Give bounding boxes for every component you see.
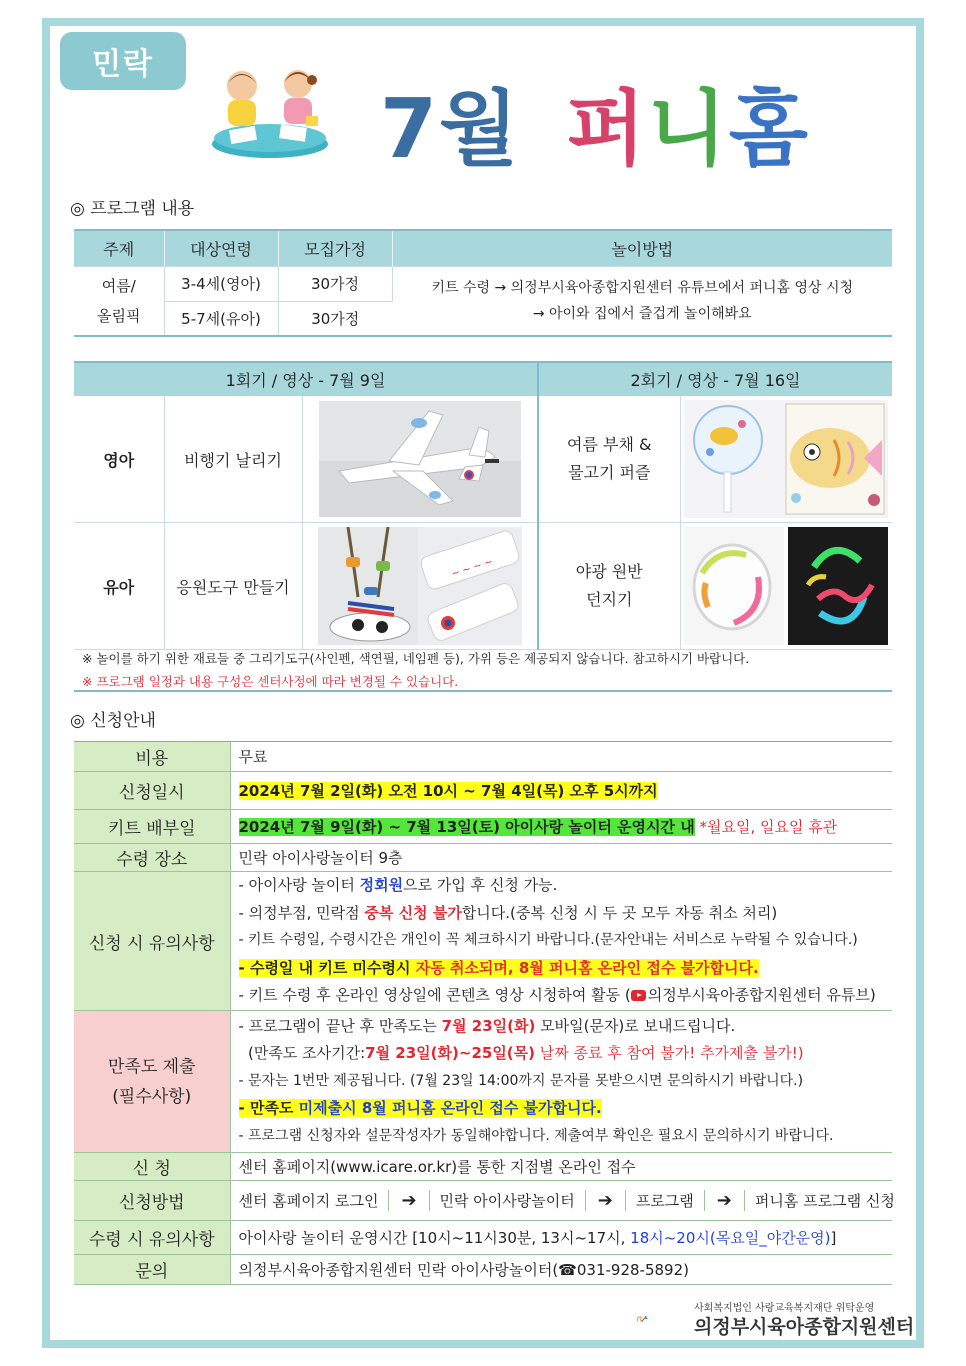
apply-section-title: ◎ 신청안내 bbox=[70, 711, 156, 731]
org-name-text: 의정부시육아종합지원센터 bbox=[694, 1316, 915, 1338]
survey-line-3: - 문자는 1번만 제공됩니다. (7월 23일 14:00까지 문자를 못받으시면 문의하시기 바랍니다.) bbox=[238, 1072, 804, 1089]
activity-fan-line-1: 여름 부채 & bbox=[567, 435, 652, 454]
cheer-photo-cell bbox=[302, 523, 538, 650]
method-flow-cell bbox=[230, 1181, 895, 1221]
pickup-cell: 아이사랑 놀이터 운영시간 [10시~11시30분, 13시~17시, 18시~20시(목요일_야간운영)] bbox=[230, 1221, 892, 1255]
center-logo bbox=[636, 1298, 692, 1340]
age-cell-infant: 3-4세(영아) bbox=[164, 266, 278, 301]
glow-disc-photo bbox=[684, 527, 888, 645]
period-value: 2024년 7월 2일(화) 오전 10시 ~ 7월 4일(목) 오후 5시까지 bbox=[238, 782, 658, 800]
cost-label: 비용 bbox=[74, 742, 230, 772]
survey-line-2: (만족도 조사기간:7월 23일(화)~25일(목) 날짜 종료 후 참여 불가! 추가제출 불가!) bbox=[238, 1044, 804, 1063]
method-flow bbox=[239, 1190, 893, 1211]
kit-value: 2024년 7월 9일(화) ~ 7월 13일(토) 아이사랑 놀이터 운영시간 내 bbox=[238, 818, 695, 836]
caution-line-2: - 의정부점, 민락점 중복 신청 불가합니다.(중복 신청 시 두 곳 모두 자동 취소 처리) bbox=[238, 903, 778, 922]
branch-badge: 민락 bbox=[60, 32, 186, 90]
survey-label: 만족도 제출 (필수사항) bbox=[74, 1011, 230, 1153]
activity-glow-line-1: 야광 원반 bbox=[575, 562, 643, 581]
title-char-3: 홈 bbox=[728, 82, 810, 177]
title-char-1: 퍼 bbox=[566, 82, 648, 177]
activity-glow-disc bbox=[538, 523, 680, 650]
program-section-title: ◎ 프로그램 내용 bbox=[70, 199, 195, 219]
period-cell bbox=[230, 772, 892, 810]
families-cell-toddler: 30가정 bbox=[278, 301, 392, 336]
notes-divider bbox=[74, 690, 892, 692]
kit-label: 키트 배부일 bbox=[74, 810, 230, 844]
session-1-header: 1회기 / 영상 - 7월 9일 bbox=[74, 362, 538, 396]
arrow-icon: ➔ bbox=[388, 1190, 429, 1211]
caution-line-5: - 키트 수령 후 온라인 영상일에 콘텐츠 영상 시청하여 활동 ( 의정부시육아종합지원센터 유튜브) bbox=[238, 986, 876, 1005]
kids-drawing-illustration bbox=[206, 64, 334, 162]
arrow-icon: ➔ bbox=[704, 1190, 745, 1211]
caution-line-3: - 키트 수령일, 수령시간은 개인이 꼭 체크하시기 바랍니다.(문자안내는 서비스로 누락될 수 있습니다.) bbox=[238, 932, 858, 949]
caution-cell bbox=[230, 872, 892, 1011]
fan-fish-photo bbox=[684, 400, 888, 518]
kit-closed-note: *월요일, 일요일 휴관 bbox=[699, 818, 838, 836]
topic-line-2: 올림픽 bbox=[97, 306, 141, 325]
age-cell-toddler: 5-7세(유아) bbox=[164, 301, 278, 336]
contact-label: 문의 bbox=[74, 1255, 230, 1285]
method-line-1: 키트 수령 → 의정부시육아종합지원센터 유튜브에서 퍼니홈 영상 시청 bbox=[431, 279, 854, 296]
contact-value: 의정부시육아종합지원센터 민락 아이사랑놀이터(☎031-928-5892) bbox=[230, 1255, 892, 1285]
method-label: 신청방법 bbox=[74, 1181, 230, 1221]
method-step-1: 센터 홈페이지 로그인 bbox=[238, 1192, 379, 1210]
topic-line-1: 여름/ bbox=[101, 276, 136, 295]
kit-cell bbox=[230, 810, 892, 844]
place-value: 민락 아이사랑놀이터 9층 bbox=[230, 844, 892, 872]
page-title bbox=[380, 64, 810, 177]
youtube-icon bbox=[631, 990, 646, 1001]
apply-table bbox=[74, 741, 895, 1285]
header-age: 대상연령 bbox=[164, 230, 278, 266]
schedule-change-note: ※ 프로그램 일정과 내용 구성은 센터사정에 따라 변경될 수 있습니다. bbox=[82, 674, 459, 689]
header-method: 놀이방법 bbox=[392, 230, 892, 266]
arrow-icon: ➔ bbox=[585, 1190, 626, 1211]
signup-value: 센터 홈페이지(www.icare.or.kr)를 통한 지점별 온라인 접수 bbox=[230, 1153, 892, 1181]
title-char-2: 니 bbox=[647, 82, 729, 177]
caution-label: 신청 시 유의사항 bbox=[74, 872, 230, 1011]
place-label: 수령 장소 bbox=[74, 844, 230, 872]
activity-airplane: 비행기 날리기 bbox=[164, 396, 302, 523]
airplane-photo bbox=[319, 401, 521, 517]
session-2-header: 2회기 / 영상 - 7월 16일 bbox=[538, 362, 892, 396]
survey-line-5: - 프로그램 신청자와 설문작성자가 동일해야합니다. 제출여부 확인은 필요시 문의하시기 바랍니다. bbox=[238, 1127, 834, 1144]
svg-text:~ ~ ~ ~: ~ ~ ~ ~ bbox=[449, 556, 495, 581]
group-toddler: 유아 bbox=[74, 523, 164, 650]
header-topic: 주제 bbox=[74, 230, 164, 266]
group-infant: 영아 bbox=[74, 396, 164, 523]
org-operator-text: 사회복지법인 사랑교육복지재단 위탁운영 bbox=[694, 1303, 875, 1314]
sessions-table bbox=[74, 361, 892, 650]
method-step-2: 민락 아이사랑놀이터 bbox=[439, 1192, 575, 1210]
method-line-2: → 아이와 집에서 즐겁게 놀이해봐요 bbox=[532, 305, 752, 322]
fan-photo-cell bbox=[680, 396, 892, 523]
airplane-photo-cell bbox=[302, 396, 538, 523]
method-step-4: 퍼니홈 프로그램 신청 bbox=[754, 1192, 895, 1210]
pickup-label: 수령 시 유의사항 bbox=[74, 1221, 230, 1255]
signup-label: 신 청 bbox=[74, 1153, 230, 1181]
program-table bbox=[74, 229, 892, 337]
activity-fan-puzzle bbox=[538, 396, 680, 523]
survey-line-4: - 만족도 미제출시 8월 퍼니홈 온라인 접수 불가합니다. bbox=[238, 1099, 602, 1118]
topic-cell bbox=[74, 266, 164, 336]
cost-value: 무료 bbox=[230, 742, 892, 772]
header-families: 모집가정 bbox=[278, 230, 392, 266]
glow-disc-photo-cell bbox=[680, 523, 892, 650]
cheer-tools-photo bbox=[318, 527, 522, 645]
method-step-3: 프로그램 bbox=[635, 1192, 694, 1210]
activity-glow-line-2: 던지기 bbox=[586, 590, 633, 609]
caution-line-4: - 수령일 내 키트 미수령시 자동 취소되며, 8월 퍼니홈 온라인 접수 불가합니다. bbox=[238, 958, 759, 977]
title-month: 7월 bbox=[380, 82, 521, 177]
caution-line-1: - 아이사랑 놀이터 정회원으로 가입 후 신청 가능. bbox=[238, 876, 558, 895]
families-cell-infant: 30가정 bbox=[278, 266, 392, 301]
survey-cell bbox=[230, 1011, 892, 1153]
method-cell bbox=[392, 266, 892, 336]
materials-note: ※ 놀이를 하기 위한 재료들 중 그리기도구(사인펜, 색연필, 네임펜 등), 가위 등은 제공되지 않습니다. 참고하시기 바랍니다. bbox=[82, 651, 750, 666]
survey-line-1: - 프로그램이 끝난 후 만족도는 7월 23일(화) 모바일(문자)로 보내드립니다. bbox=[238, 1016, 736, 1035]
activity-fan-line-2: 물고기 퍼즐 bbox=[568, 463, 651, 482]
activity-cheer-tools: 응원도구 만들기 bbox=[164, 523, 302, 650]
period-label: 신청일시 bbox=[74, 772, 230, 810]
